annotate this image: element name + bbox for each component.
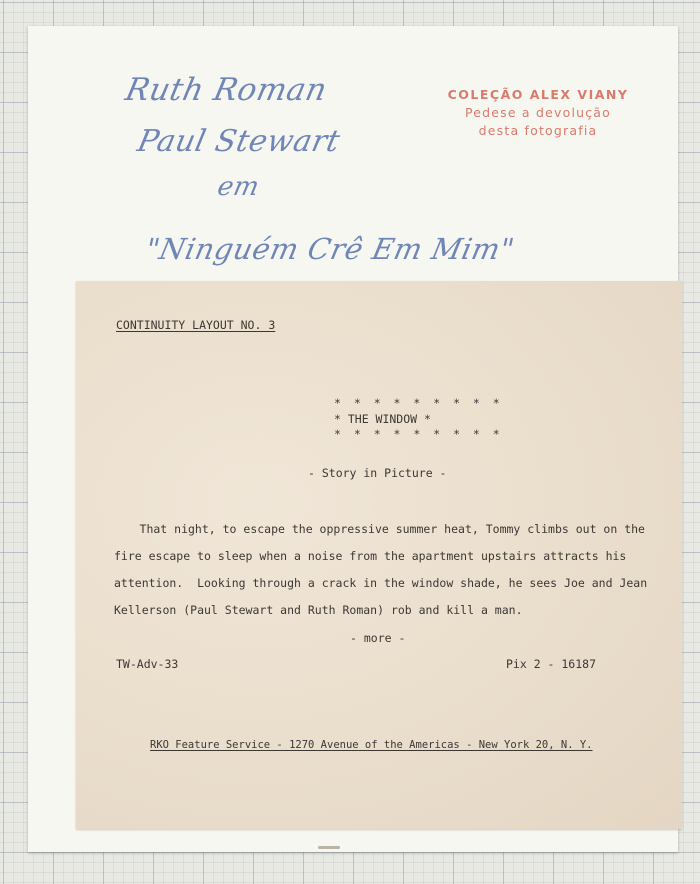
body-line-1: That night, to escape the oppressive summer heat, Tommy climbs out on the	[98, 522, 645, 536]
stars-top: * * * * * * * * *	[334, 396, 503, 410]
body-line-3: attention. Looking through a crack in the window shade, he sees Joe and Jean	[114, 576, 648, 590]
stars-bottom: * * * * * * * * *	[334, 427, 503, 441]
handwritten-film-title: "Ninguém Crê Em Mim"	[142, 232, 518, 266]
stamp-line-2: Pedese a devolução	[464, 105, 612, 120]
continuity-layout-sheet	[76, 281, 682, 829]
stamp-line-3: desta fotografia	[478, 123, 598, 138]
collection-stamp	[428, 86, 648, 140]
staple-mark-bottom	[318, 846, 340, 849]
sheet-title: * THE WINDOW *	[334, 412, 431, 426]
sheet-header: CONTINUITY LAYOUT NO. 3	[116, 318, 276, 332]
handwritten-word-em: em	[214, 172, 263, 202]
more-marker: - more -	[350, 631, 406, 645]
handwritten-name-ruth-roman: Ruth Roman	[122, 72, 331, 108]
body-line-2: fire escape to sleep when a noise from the apartment upstairs attracts his	[114, 549, 627, 563]
stamp-line-1: COLEÇÃO ALEX VIANY	[447, 87, 629, 102]
release-code: TW-Adv-33	[116, 657, 179, 671]
sheet-subtitle: - Story in Picture -	[308, 466, 447, 480]
picture-number: Pix 2 - 16187	[506, 657, 597, 671]
body-line-4: Kellerson (Paul Stewart and Ruth Roman) rob and kill a man.	[114, 603, 523, 617]
publisher-footer: RKO Feature Service - 1270 Avenue of the Americas - New York 20, N. Y.	[150, 739, 593, 751]
handwritten-name-paul-stewart: Paul Stewart	[134, 124, 344, 159]
